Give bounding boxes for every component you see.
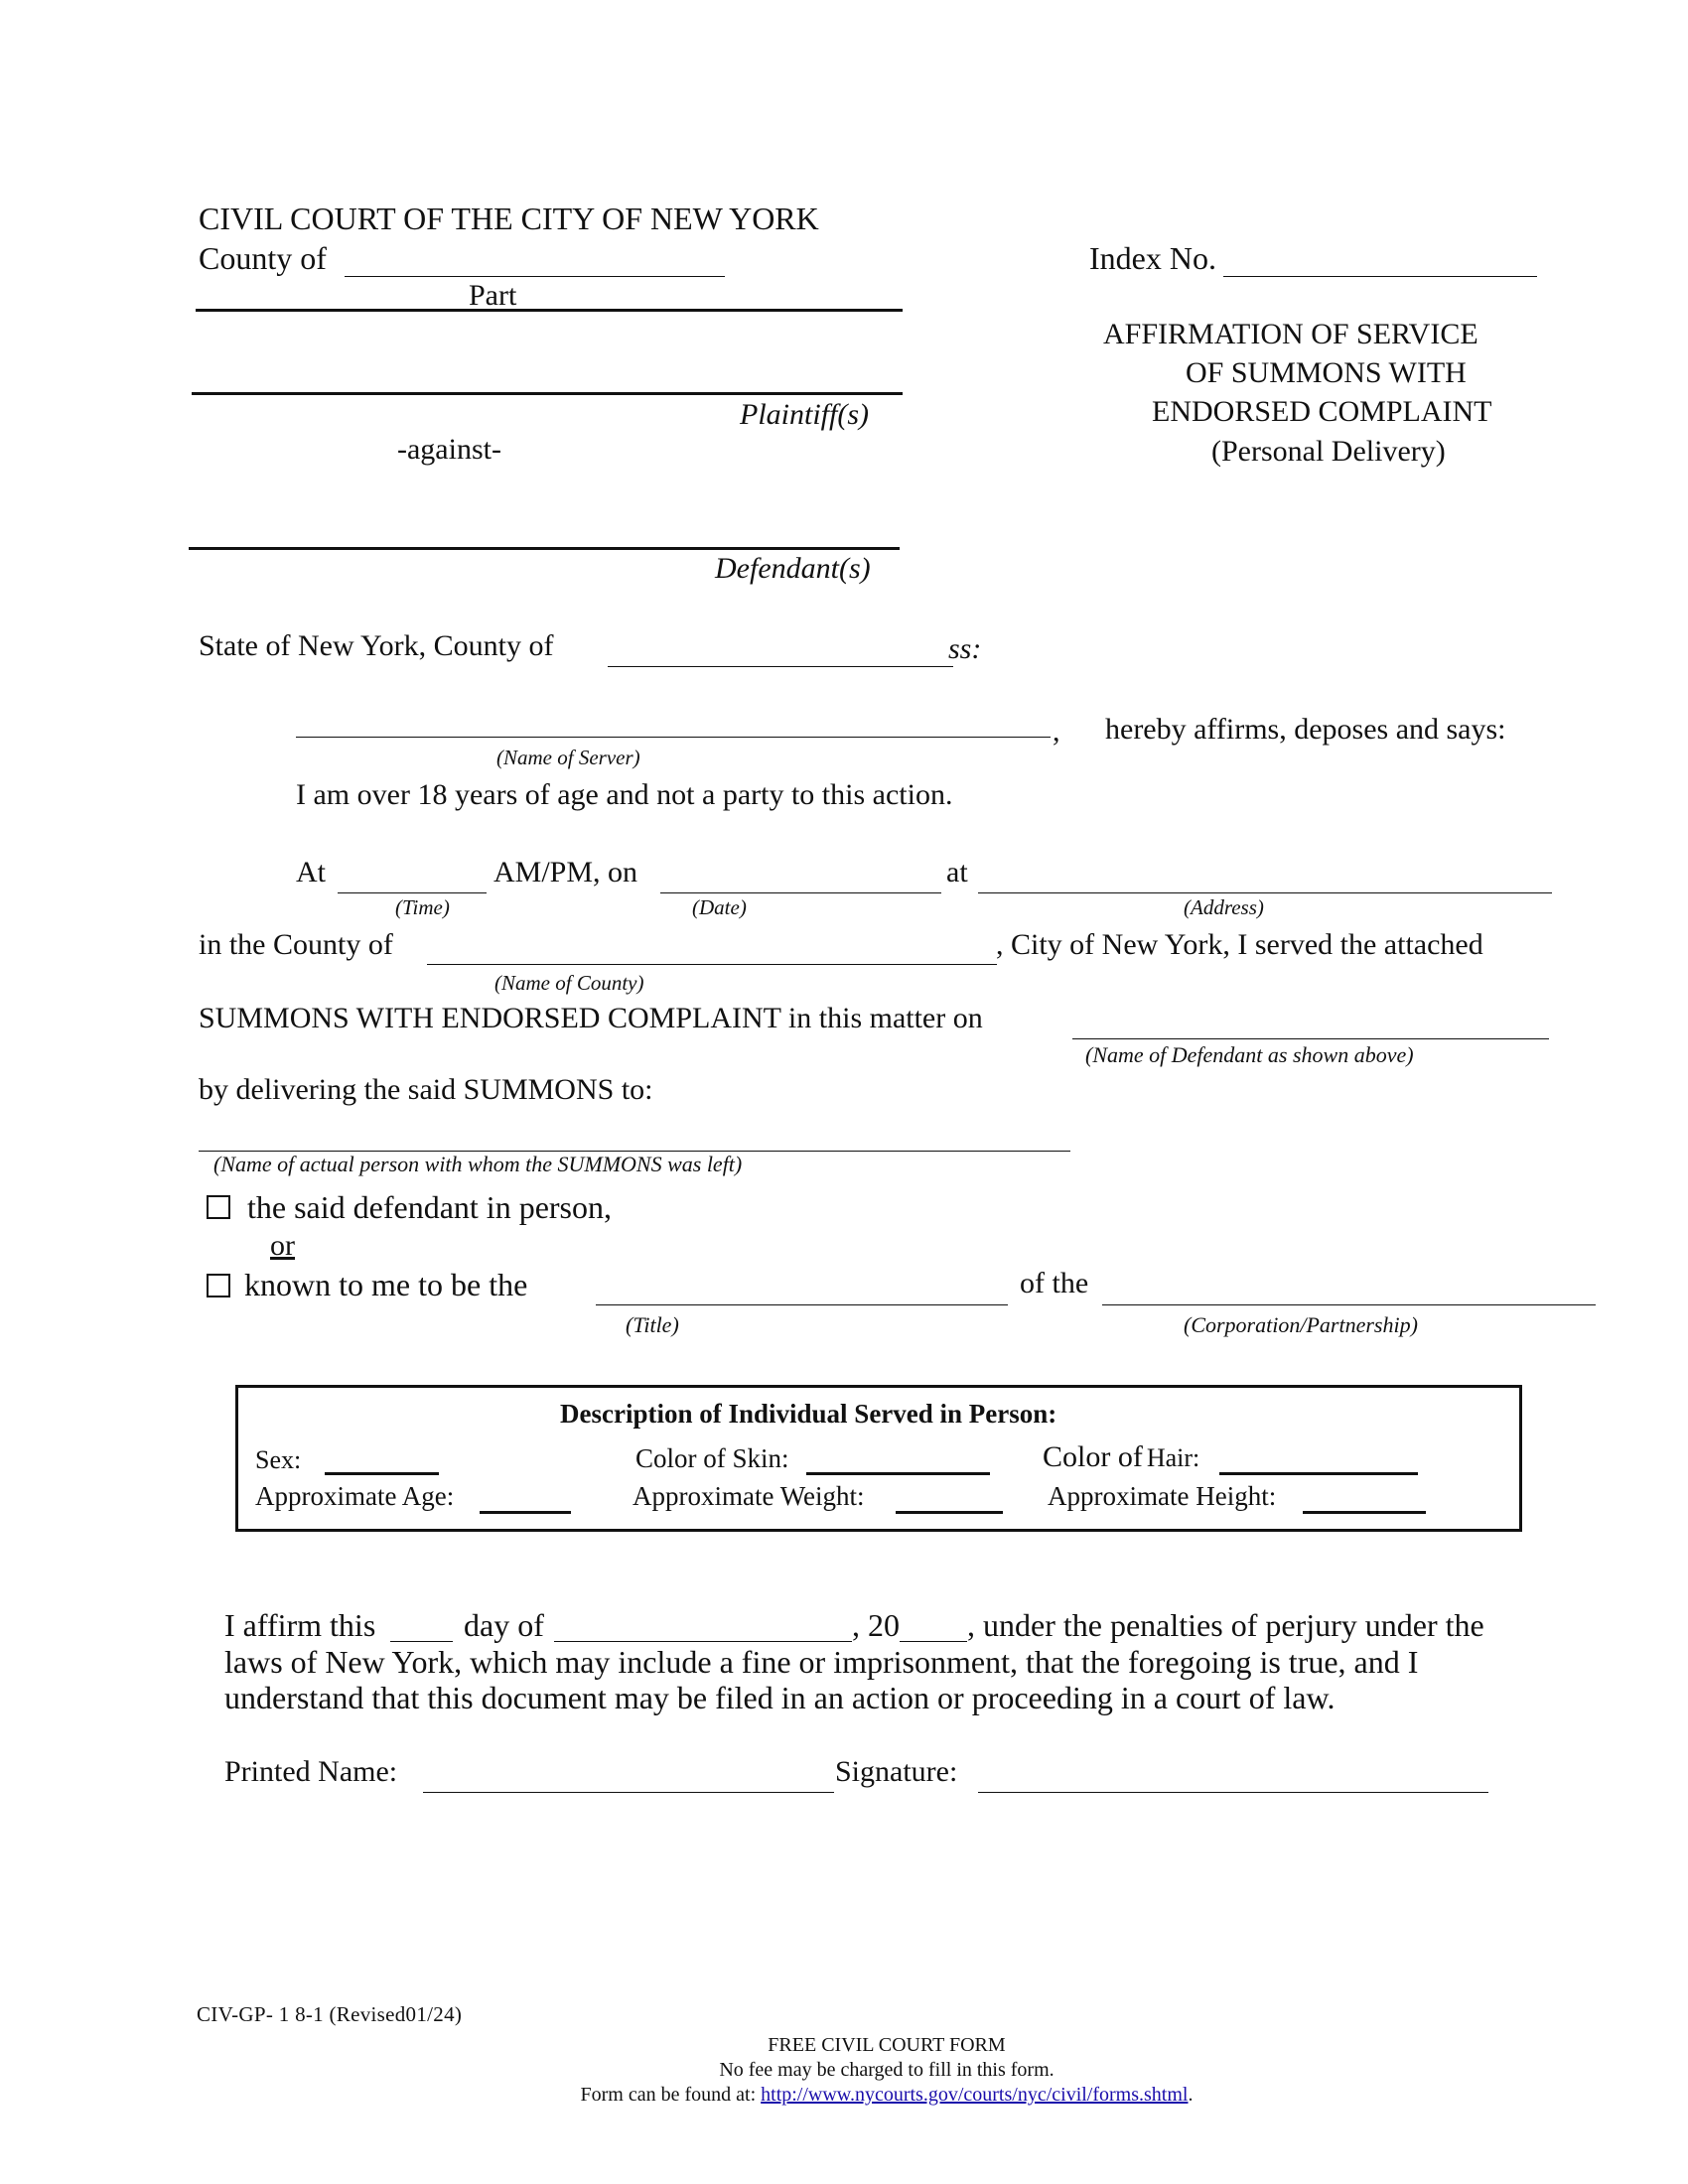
- found-at-period: .: [1188, 2084, 1194, 2106]
- hair-label: Hair:: [1146, 1443, 1200, 1472]
- city-served-text: , City of New York, I served the attached: [996, 928, 1483, 961]
- skin-label: Color of Skin:: [635, 1443, 789, 1473]
- county-label: County of: [199, 240, 327, 276]
- option-in-person-label: the said defendant in person,: [247, 1189, 612, 1225]
- year-prefix: , 20: [852, 1607, 900, 1643]
- title-line-1: AFFIRMATION OF SERVICE: [1103, 318, 1478, 350]
- corporation-caption: (Corporation/Partnership): [1184, 1312, 1418, 1337]
- time-field[interactable]: [338, 892, 487, 893]
- or-label: or: [270, 1229, 295, 1262]
- no-fee-label: No fee may be charged to fill in this form.: [719, 2059, 1055, 2081]
- against-label: -against-: [397, 433, 501, 466]
- form-code: CIV-GP- 1 8-1 (Revised01/24): [197, 2002, 463, 2026]
- at2-label: at: [946, 856, 968, 888]
- signature-field[interactable]: [978, 1792, 1488, 1793]
- server-comma: ,: [1053, 715, 1060, 748]
- at-label: At: [296, 856, 326, 888]
- index-number-field[interactable]: [1223, 276, 1537, 277]
- title-line-4: (Personal Delivery): [1211, 435, 1446, 468]
- known-to-be-checkbox[interactable]: [207, 1274, 230, 1297]
- address-field[interactable]: [978, 892, 1552, 893]
- plaintiff-label: Plaintiff(s): [740, 398, 869, 431]
- service-county-field[interactable]: [427, 964, 997, 965]
- affirmation-line-3: understand that this document may be filed in an action or proceeding in a court of law.: [224, 1680, 1336, 1715]
- sex-label: Sex:: [255, 1445, 302, 1474]
- of-the-label: of the: [1020, 1267, 1089, 1299]
- affirmation-line-2: laws of New York, which may include a fine or imprisonment, that the foregoing is true, and I: [224, 1644, 1419, 1680]
- address-caption: (Address): [1184, 895, 1264, 919]
- height-label: Approximate Height:: [1048, 1481, 1277, 1511]
- corporation-field[interactable]: [1102, 1304, 1596, 1305]
- weight-field[interactable]: [896, 1511, 1003, 1514]
- signature-label: Signature:: [835, 1755, 958, 1788]
- in-county-label: in the County of: [199, 928, 393, 961]
- hair-prefix: Color of: [1043, 1440, 1143, 1473]
- delivering-label: by delivering the said SUMMONS to:: [199, 1073, 653, 1106]
- title-caption: (Title): [626, 1312, 679, 1337]
- caption-top-rule: [196, 309, 903, 312]
- hair-label-group: [1043, 1442, 1199, 1472]
- day-field[interactable]: [390, 1641, 453, 1642]
- part-label: Part: [469, 279, 517, 312]
- found-at-label: Form can be found at:: [580, 2084, 757, 2106]
- court-name: CIVIL COURT OF THE CITY OF NEW YORK: [199, 201, 819, 236]
- age-statement: I am over 18 years of age and not a party to this action.: [296, 778, 953, 811]
- summons-line: SUMMONS WITH ENDORSED COMPLAINT in this matter on: [199, 1002, 983, 1034]
- actual-person-caption: (Name of actual person with whom the SUMMONS was left): [213, 1152, 743, 1176]
- printed-name-label: Printed Name:: [224, 1755, 398, 1788]
- skin-field[interactable]: [806, 1472, 990, 1475]
- time-caption: (Time): [395, 895, 450, 919]
- defendant-label: Defendant(s): [715, 552, 871, 585]
- forms-url-link[interactable]: http://www.nycourts.gov/courts/nyc/civil/forms.shtml: [761, 2084, 1189, 2106]
- defendant-name-field[interactable]: [1072, 1038, 1549, 1039]
- sex-field[interactable]: [325, 1472, 439, 1475]
- height-field[interactable]: [1303, 1511, 1426, 1514]
- year-field[interactable]: [900, 1641, 967, 1642]
- county-field[interactable]: [345, 276, 725, 277]
- title-line-2: OF SUMMONS WITH: [1186, 356, 1467, 389]
- server-name-caption: (Name of Server): [496, 746, 640, 769]
- age-field[interactable]: [480, 1511, 571, 1514]
- defendant-field[interactable]: [189, 547, 900, 550]
- day-of-label: day of: [464, 1607, 544, 1643]
- plaintiff-field[interactable]: [192, 392, 903, 395]
- ss-label: ss:: [948, 632, 982, 665]
- hair-field[interactable]: [1219, 1472, 1418, 1475]
- index-label: Index No.: [1089, 240, 1216, 276]
- month-field[interactable]: [554, 1641, 852, 1642]
- title-field[interactable]: [596, 1304, 1008, 1305]
- date-field[interactable]: [660, 892, 941, 893]
- weight-label: Approximate Weight:: [633, 1481, 865, 1511]
- title-line-3: ENDORSED COMPLAINT: [1152, 395, 1492, 428]
- state-county-label: State of New York, County of: [199, 629, 554, 662]
- server-name-field[interactable]: [296, 737, 1051, 738]
- county-caption: (Name of County): [494, 971, 644, 995]
- option-known-label: known to me to be the: [244, 1267, 528, 1302]
- date-caption: (Date): [692, 895, 747, 919]
- venue-county-field[interactable]: [608, 666, 953, 667]
- description-heading: Description of Individual Served in Person:: [560, 1399, 1057, 1429]
- affirm-this-label: I affirm this: [224, 1607, 376, 1643]
- printed-name-field[interactable]: [423, 1792, 834, 1793]
- affirms-label: hereby affirms, deposes and says:: [1105, 713, 1506, 746]
- free-form-label: FREE CIVIL COURT FORM: [768, 2034, 1006, 2056]
- penalties-text: , under the penalties of perjury under the: [967, 1607, 1484, 1643]
- age-label: Approximate Age:: [255, 1481, 455, 1511]
- ampm-label: AM/PM, on: [493, 856, 638, 888]
- defendant-in-person-checkbox[interactable]: [207, 1195, 230, 1219]
- defendant-name-caption: (Name of Defendant as shown above): [1085, 1042, 1414, 1067]
- found-at-line: [0, 2085, 1688, 2105]
